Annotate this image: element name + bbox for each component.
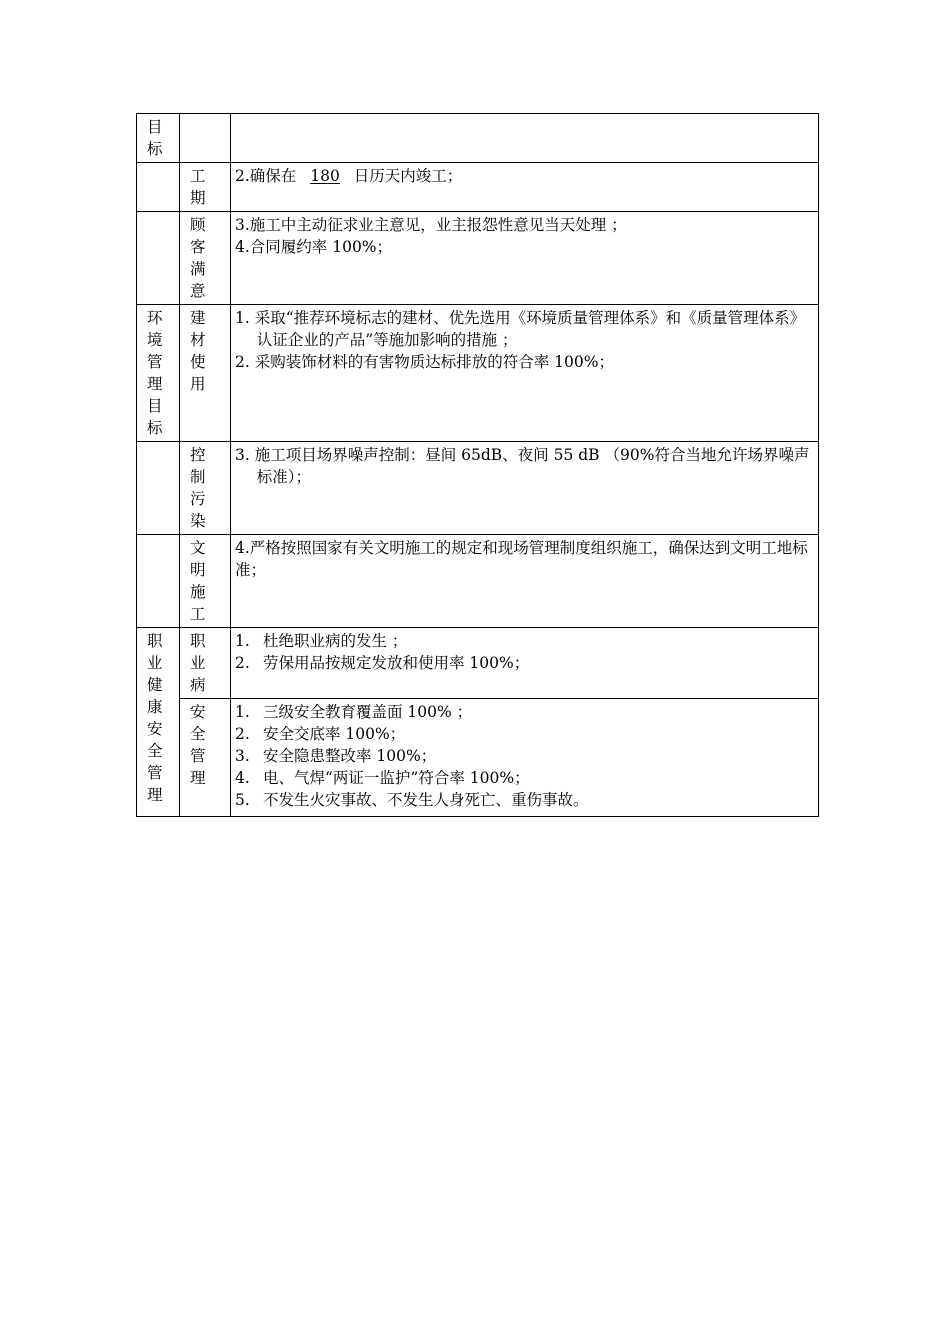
content-cell [231, 114, 819, 163]
content-line: 2. 采购装饰材料的有害物质达标排放的符合率 100%； [235, 353, 614, 371]
content-cell [231, 442, 819, 535]
line-text: 2.确保在 [235, 167, 297, 185]
item-text: 电、气焊“两证一监护”符合率 100%； [263, 769, 530, 787]
category-cell [137, 212, 180, 305]
item-number: 1. [235, 632, 250, 650]
list-item [235, 723, 814, 745]
subcategory-label: 安全管理 [190, 703, 206, 787]
content-line: 3.施工中主动征求业主意见，业主报怨性意见当天处理 ； [235, 216, 627, 234]
item-text: 三级安全教育覆盖面 100% ； [263, 703, 473, 721]
subcategory-cell [180, 628, 231, 699]
list-item [235, 701, 814, 723]
item-number: 5. [235, 791, 250, 809]
subcategory-label: 建材使用 [190, 309, 206, 393]
table-row [137, 114, 819, 163]
category-cell [137, 628, 180, 817]
item-number: 2. [235, 725, 250, 743]
content-cell [231, 305, 819, 442]
content-line: 4.合同履约率 100%； [235, 238, 393, 256]
content-cell [231, 535, 819, 628]
content-cell [231, 163, 819, 212]
subcategory-label: 文明施工 [190, 539, 206, 623]
duration-days-value: 180 [310, 167, 340, 185]
content-cell [231, 699, 819, 817]
item-text: 杜绝职业病的发生 ； [263, 632, 408, 650]
table-row [137, 212, 819, 305]
content-line [235, 165, 814, 187]
item-text: 安全交底率 100%； [263, 725, 406, 743]
content-line: 4.严格按照国家有关文明施工的规定和现场管理制度组织施工，确保达到文明工地标准； [235, 539, 808, 579]
item-text: 不发生火灾事故、不发生人身死亡、重伤事故。 [263, 791, 589, 809]
subcategory-cell [180, 535, 231, 628]
subcategory-cell [180, 163, 231, 212]
content-line: 3. 施工项目场界噪声控制：昼间 65dB、夜间 55 dB （90%符合当地允许场界噪声标准）； [235, 446, 810, 486]
line-text: 日历天内竣工； [353, 167, 463, 185]
item-number: 2. [235, 654, 250, 672]
item-number: 3. [235, 747, 250, 765]
category-label: 目标 [147, 118, 163, 158]
subcategory-label: 控制污染 [190, 446, 206, 530]
subcategory-label: 职业病 [190, 632, 206, 694]
table-row [137, 699, 819, 817]
category-cell [137, 114, 180, 163]
item-text: 安全隐患整改率 100%； [263, 747, 437, 765]
list-item [235, 630, 814, 652]
subcategory-label: 顾客满意 [190, 216, 206, 300]
subcategory-cell [180, 305, 231, 442]
category-label: 环境管理目标 [147, 309, 163, 437]
table-row [137, 305, 819, 442]
item-text: 劳保用品按规定发放和使用率 100%； [263, 654, 530, 672]
item-number: 4. [235, 769, 250, 787]
subcategory-cell [180, 212, 231, 305]
category-label: 职业健康安全管理 [147, 632, 163, 804]
table-row [137, 535, 819, 628]
list-item [235, 745, 814, 767]
subcategory-cell [180, 699, 231, 817]
list-item [235, 652, 814, 674]
list-item [235, 789, 814, 811]
table-row [137, 628, 819, 699]
subcategory-cell [180, 114, 231, 163]
table-row [137, 442, 819, 535]
subcategory-label: 工期 [190, 167, 206, 207]
category-cell [137, 163, 180, 212]
list-item [235, 767, 814, 789]
table-row [137, 163, 819, 212]
objectives-table [136, 113, 819, 817]
content-line: 1. 采取“推荐环境标志的建材、优先选用《环境质量管理体系》和《质量管理体系》认证企业的产品”等施加影响的措施 ； [235, 309, 806, 349]
content-cell [231, 212, 819, 305]
content-cell [231, 628, 819, 699]
item-number: 1. [235, 703, 250, 721]
category-cell [137, 305, 180, 442]
category-cell [137, 442, 180, 535]
category-cell [137, 535, 180, 628]
subcategory-cell [180, 442, 231, 535]
